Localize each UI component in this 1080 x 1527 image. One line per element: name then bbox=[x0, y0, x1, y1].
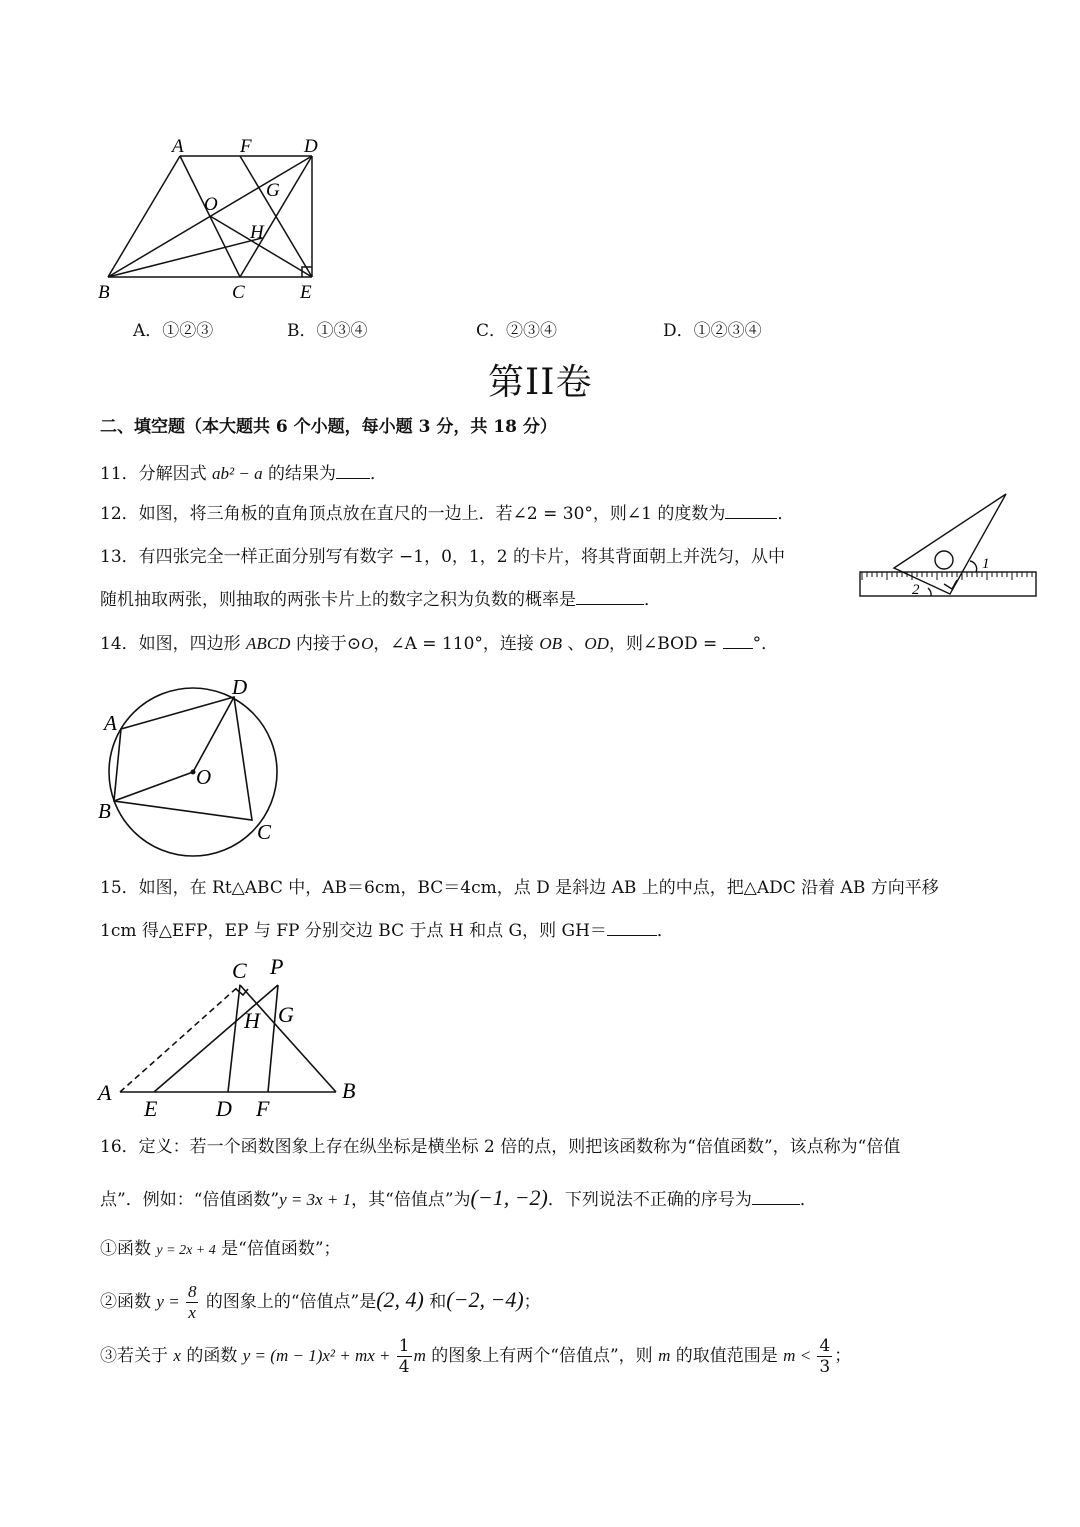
q-expr: y = bbox=[156, 1292, 184, 1311]
q-text: 点”．例如：“倍值函数” bbox=[100, 1190, 280, 1210]
q-expr: ab² − a bbox=[212, 464, 263, 483]
label-D: D bbox=[232, 675, 248, 699]
label-D: D bbox=[304, 136, 318, 157]
label-C: C bbox=[257, 820, 272, 844]
q-text: ． bbox=[656, 921, 674, 941]
angle-2-label: 2 bbox=[912, 582, 920, 598]
question-16-item3 bbox=[100, 1334, 851, 1378]
question-16-item2 bbox=[100, 1278, 541, 1324]
q-expr: O bbox=[361, 634, 374, 653]
figure-ruler-triangle bbox=[858, 488, 1040, 600]
question-15-line2 bbox=[100, 920, 674, 942]
label-A: A bbox=[98, 1080, 112, 1105]
answer-blank[interactable] bbox=[607, 921, 657, 936]
label-B: B bbox=[342, 1078, 356, 1103]
q-expr: y = (m − 1)x² + mx + bbox=[242, 1346, 395, 1365]
answer-blank[interactable] bbox=[576, 590, 644, 605]
q-expr: (−2, −4) bbox=[446, 1287, 524, 1312]
label-C: C bbox=[232, 282, 245, 303]
figure-triangle bbox=[92, 952, 372, 1122]
q-text: 、 bbox=[561, 634, 585, 654]
choice-value: ①②③④ bbox=[693, 321, 762, 341]
choice-c[interactable] bbox=[476, 316, 557, 341]
choice-letter: D． bbox=[663, 321, 694, 341]
denominator: 3 bbox=[819, 1357, 831, 1377]
answer-blank[interactable] bbox=[752, 1190, 800, 1205]
numerator: 4 bbox=[819, 1336, 831, 1356]
figure-parallelogram bbox=[90, 130, 330, 305]
denominator: 4 bbox=[398, 1357, 410, 1377]
label-O: O bbox=[196, 765, 212, 789]
q-expr: m bbox=[413, 1346, 426, 1365]
q-text: 如图，将三角板的直角顶点放在直尺的一边上．若∠2 = 30°，则∠1 的度数为 bbox=[138, 504, 726, 524]
q-text: 是“倍值函数”； bbox=[215, 1239, 341, 1259]
q-num: 12． bbox=[100, 504, 139, 524]
q-text: ． bbox=[777, 504, 795, 524]
answer-blank[interactable] bbox=[725, 504, 777, 519]
figure-circle bbox=[92, 672, 292, 862]
label-F: F bbox=[256, 1096, 270, 1121]
question-16-line2 bbox=[100, 1187, 817, 1211]
q-text: °． bbox=[752, 634, 779, 654]
q-text: 的结果为 bbox=[262, 464, 337, 484]
q-text: ． bbox=[644, 590, 661, 610]
q-text: 1cm 得△EFP，EP 与 FP 分别交边 BC 于点 H 和点 G，则 GH＝ bbox=[100, 921, 607, 941]
section-heading: 二、填空题（本大题共 6 个小题，每小题 3 分，共 18 分） bbox=[100, 417, 557, 437]
label-A: A bbox=[104, 711, 117, 735]
question-12 bbox=[100, 503, 794, 525]
q-text: 随机抽取两张，则抽取的两张卡片上的数字之积为负数的概率是 bbox=[100, 590, 576, 610]
label-O: O bbox=[204, 194, 218, 215]
label-P: P bbox=[270, 954, 284, 979]
q-text: ，则∠BOD = bbox=[608, 634, 723, 654]
q-text: 的函数 bbox=[180, 1346, 243, 1366]
question-16-item1 bbox=[100, 1238, 341, 1262]
q-text: ； bbox=[834, 1346, 852, 1366]
q-text: ； bbox=[523, 1292, 541, 1312]
label-F: F bbox=[240, 136, 252, 157]
q-text: ． bbox=[799, 1190, 817, 1210]
choice-value: ①③④ bbox=[316, 321, 368, 341]
q-expr: ABCD bbox=[246, 634, 291, 653]
choice-d[interactable] bbox=[663, 316, 762, 341]
label-C: C bbox=[232, 958, 247, 983]
numerator: 8 bbox=[187, 1282, 197, 1301]
label-D: D bbox=[216, 1096, 232, 1121]
q-text: 和 bbox=[423, 1292, 447, 1312]
fraction-8-over-x bbox=[186, 1282, 199, 1323]
choice-value: ②③④ bbox=[506, 321, 558, 341]
q-text: ． bbox=[370, 464, 388, 484]
label-B: B bbox=[98, 282, 110, 303]
q-expr: m bbox=[658, 1346, 671, 1365]
q-text: ，∠A = 110°，连接 bbox=[373, 634, 540, 654]
q-text: ③若关于 bbox=[100, 1346, 174, 1366]
question-15-line1: 15．如图，在 Rt△ABC 中，AB＝6cm，BC＝4cm，点 D 是斜边 AB 上的中点，把△ADC 沿着 AB 方向平移 bbox=[100, 878, 939, 898]
question-13-line1: 13．有四张完全一样正面分别写有数字 −1，0，1，2 的卡片，将其背面朝上并洗匀，从中 bbox=[100, 547, 785, 567]
label-G: G bbox=[266, 180, 280, 201]
q-expr: (−1, −2) bbox=[470, 1185, 548, 1210]
q-text: ①函数 bbox=[100, 1239, 157, 1259]
label-E: E bbox=[300, 282, 312, 303]
ruler-ticks bbox=[862, 572, 1032, 580]
part-title: 第II卷 bbox=[488, 362, 593, 403]
q-expr: y = 2x + 4 bbox=[156, 1243, 216, 1258]
question-14 bbox=[100, 633, 778, 655]
q-expr: (2, 4) bbox=[376, 1287, 424, 1312]
label-E: E bbox=[144, 1096, 158, 1121]
fraction-1-over-4 bbox=[397, 1336, 412, 1377]
q-text: 内接于⊙ bbox=[290, 634, 362, 654]
question-11 bbox=[100, 463, 387, 485]
q-text: 的图象上有两个“倍值点”，则 bbox=[425, 1346, 659, 1366]
choice-value: ①②③ bbox=[162, 321, 214, 341]
q-expr: x bbox=[173, 1346, 181, 1365]
fraction-4-over-3 bbox=[817, 1336, 832, 1377]
q-expr: OD bbox=[584, 634, 609, 653]
q-text: ．下列说法不正确的序号为 bbox=[547, 1190, 752, 1210]
q-expr: m < bbox=[783, 1346, 816, 1365]
answer-blank[interactable] bbox=[723, 634, 753, 649]
question-16-line1: 16．定义：若一个函数图象上存在纵坐标是横坐标 2 倍的点，则把该函数称为“倍值函数”，该点称为“倍值 bbox=[100, 1137, 901, 1157]
choice-letter: C． bbox=[476, 321, 507, 341]
answer-blank[interactable] bbox=[336, 464, 370, 479]
q-text: 的图象上的“倍值点”是 bbox=[200, 1292, 377, 1312]
q-expr: OB bbox=[539, 634, 562, 653]
choice-b[interactable] bbox=[287, 316, 368, 341]
q-text: 的取值范围是 bbox=[670, 1346, 784, 1366]
q-text: 14．如图，四边形 bbox=[100, 634, 247, 654]
choice-a[interactable] bbox=[133, 316, 213, 341]
q-text: ②函数 bbox=[100, 1292, 157, 1312]
question-13-line2 bbox=[100, 589, 661, 611]
choice-letter: B． bbox=[287, 321, 317, 341]
denominator: x bbox=[188, 1303, 196, 1322]
angle-1-label: 1 bbox=[982, 556, 990, 572]
q-text: 分解因式 bbox=[138, 464, 213, 484]
numerator: 1 bbox=[398, 1336, 410, 1356]
label-G: G bbox=[278, 1002, 294, 1027]
choice-letter: A． bbox=[133, 321, 163, 341]
label-H: H bbox=[244, 1008, 260, 1033]
label-B: B bbox=[98, 799, 111, 823]
label-H: H bbox=[250, 222, 264, 243]
label-A: A bbox=[172, 136, 184, 157]
q-num: 11． bbox=[100, 464, 139, 484]
q-expr: y = 3x + 1 bbox=[279, 1190, 352, 1209]
q-text: ，其“倍值点”为 bbox=[351, 1190, 471, 1210]
